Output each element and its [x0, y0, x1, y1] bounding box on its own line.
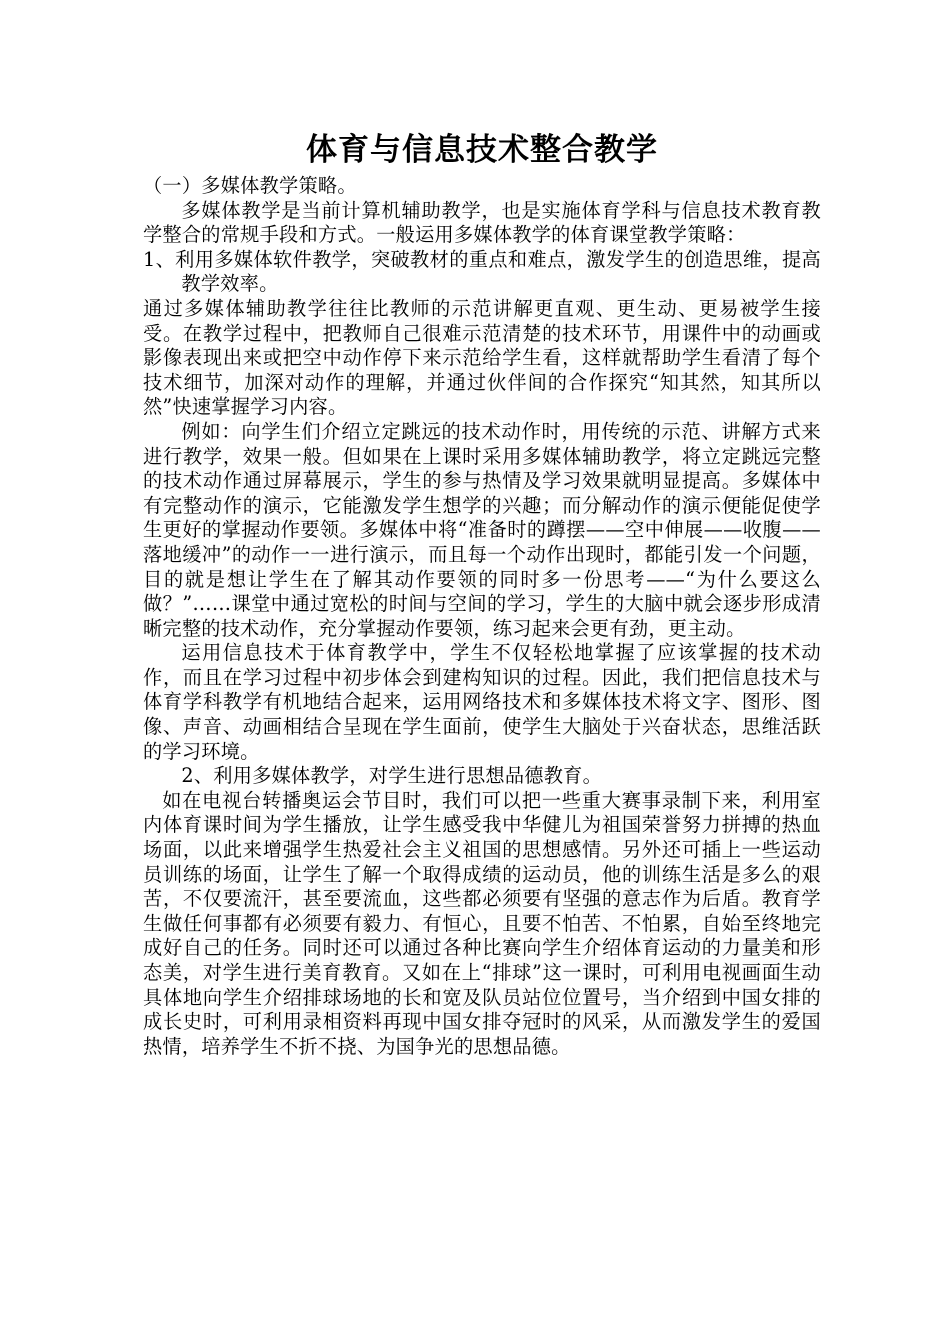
paragraph-example-long-jump: 例如：向学生们介绍立定跳远的技术动作时，用传统的示范、讲解方式来进行教学，效果一般。但如果在上课时采用多媒体辅助教学，将立定跳远完整的技术动作通过屏幕展示，学生的参与热情及学习效果就明显提高。多媒体中有完整动作的演示，它能激发学生想学的兴趣；而分解动作的演示便能促使学生更好的掌握动作要领。多媒体中将“准备时的蹲摆——空中伸展——收腹——落地缓冲”的动作一一进行演示，而且每一个动作出现时，都能引发一个问题，目的就是想让学生在了解其动作要领的同时多一份思考——“为什么要这么做？”……课堂中通过宽松的时间与空间的学习，学生的大脑中就会逐步形成清晰完整的技术动作，充分掌握动作要领，练习起来会更有劲，更主动。 [143, 419, 821, 640]
document-title: 体育与信息技术整合教学 [306, 132, 658, 168]
paragraph-it-in-pe: 运用信息技术于体育教学中，学生不仅轻松地掌握了应该掌握的技术动作，而且在学习过程中初步体会到建构知识的过程。因此，我们把信息技术与体育学科教学有机地结合起来，运用网络技术和多媒体技术将文字、图形、图像、声音、动画相结合呈现在学生面前，使学生大脑处于兴奋状态，思维活跃的学习环境。 [143, 641, 821, 763]
paragraph-multimedia-benefits: 通过多媒体辅助教学往往比教师的示范讲解更直观、更生动、更易被学生接受。在教学过程中，把教师自己很难示范清楚的技术环节，用课件中的动画或影像表现出来或把空中动作停下来示范给学生看，这样就帮助学生看清了每个技术细节，加深对动作的理解，并通过伙伴间的合作探究“知其然，知其所以然”快速掌握学习内容。 [143, 296, 821, 419]
section-heading: （一）多媒体教学策略。 [143, 174, 357, 197]
paragraph-intro: 多媒体教学是当前计算机辅助教学，也是实施体育学科与信息技术教育教学整合的常规手段和方式。一般运用多媒体教学的体育课堂教学策略： [143, 198, 821, 247]
list-item-1-heading [143, 248, 821, 297]
document-page [143, 128, 821, 1059]
list-item-1-text: 1、利用多媒体软件教学，突破教材的重点和难点，激发学生的创造思维，提高教学效率。 [143, 247, 821, 296]
paragraph-moral-education: 如在电视台转播奥运会节目时，我们可以把一些重大赛事录制下来，利用室内体育课时间为学生播放，让学生感受我中华健儿为祖国荣誉努力拼搏的热血场面，以此来增强学生热爱社会主义祖国的思想感情。另外还可插上一些运动员训练的场面，让学生了解一个取得成绩的运动员，他的训练生活是多么的艰苦，不仅要流汗，甚至要流血，这些都必须要有坚强的意志作为后盾。教育学生做任何事都有必须要有毅力、有恒心，且要不怕苦、不怕累，自始至终地完成好自己的任务。同时还可以通过各种比赛向学生介绍体育运动的力量美和形态美，对学生进行美育教育。又如在上“排球”这一课时，可利用电视画面生动具体地向学生介绍排球场地的长和宽及队员站位位置号，当介绍到中国女排的成长史时，可利用录相资料再现中国女排夺冠时的风采，从而激发学生的爱国热情，培养学生不折不挠、为国争光的思想品德。 [143, 788, 821, 1058]
list-item-2-heading: 2、利用多媒体教学，对学生进行思想品德教育。 [181, 764, 603, 788]
